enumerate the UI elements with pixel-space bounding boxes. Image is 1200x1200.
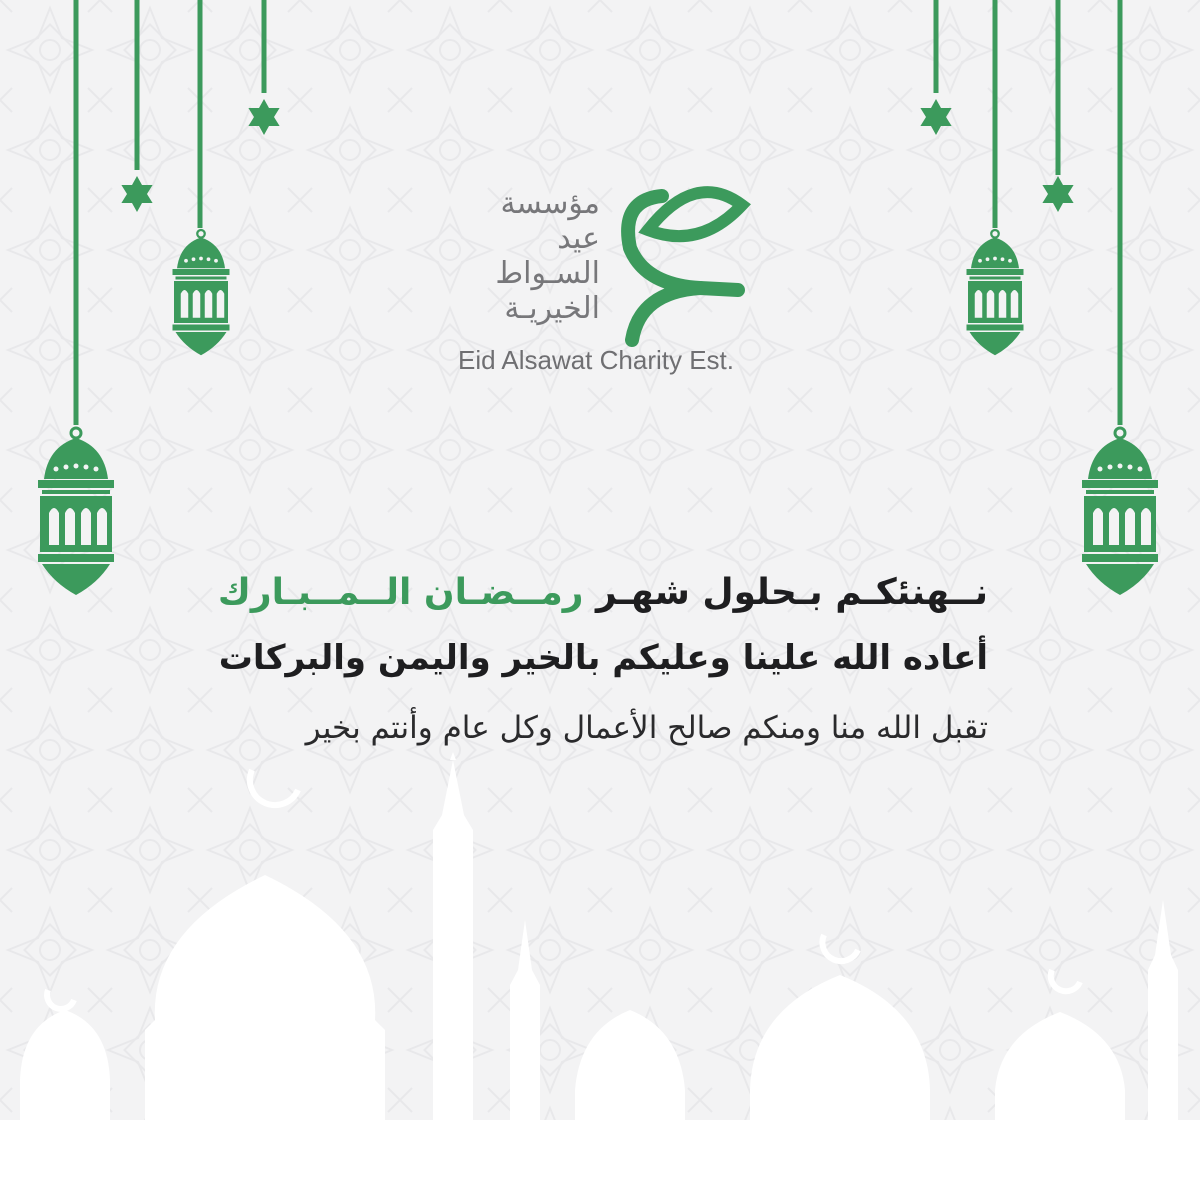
ramadan-mubarak-highlight: رمــضـان الــمــبـارك [217, 572, 584, 613]
greeting-line-3: تقبل الله منا ومنكم صالح الأعمال وكل عام وأنتم بخير [305, 710, 988, 746]
mosque-silhouette [0, 752, 1200, 1200]
lantern-icon [38, 428, 114, 595]
lantern-icon [967, 230, 1024, 355]
star-icon [121, 176, 152, 212]
lantern-icon [173, 230, 230, 355]
logo-line: السـواط [495, 256, 600, 291]
logo-line: مؤسسة [500, 186, 600, 221]
greeting-line-1 [218, 572, 988, 613]
star-icon [920, 99, 951, 135]
lantern-icon [1082, 428, 1158, 595]
star-icon [1042, 176, 1073, 212]
eid-letter-leaf-emblem-icon [628, 192, 742, 340]
logo-line: الخيريـة [504, 291, 600, 326]
greeting-line-1-start: نــهنئكـم بـحلول شهـر [583, 572, 988, 613]
logo-english-name: Eid Alsawat Charity Est. [458, 345, 734, 375]
greeting-line-2: أعاده الله علينا وعليكم بالخير واليمن والبركات [218, 638, 988, 678]
logo-arabic-name [440, 186, 600, 326]
logo-line: عيد [557, 221, 600, 256]
star-icon [248, 99, 279, 135]
